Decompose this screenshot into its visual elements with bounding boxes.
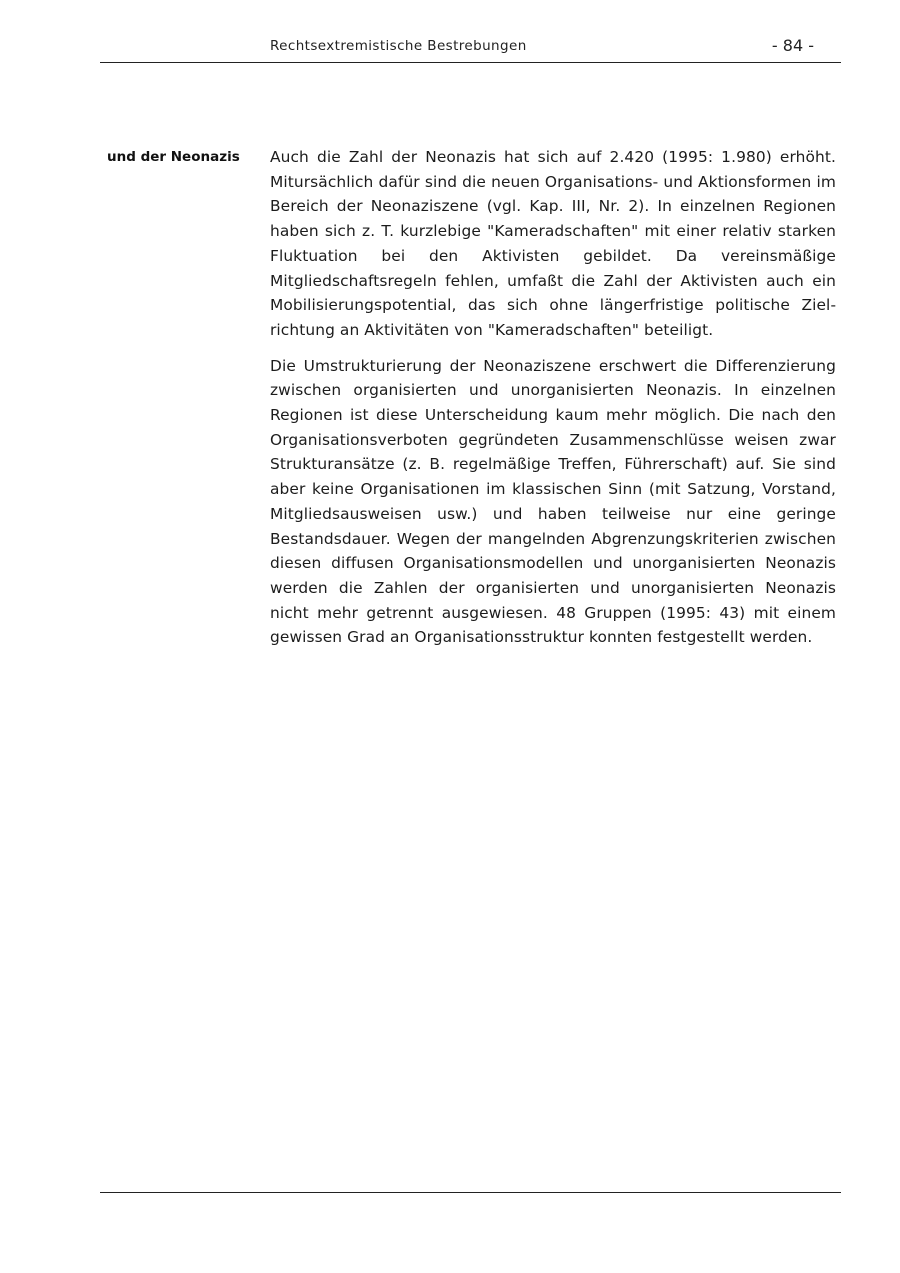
body-text bbox=[270, 145, 836, 661]
page-number: - 84 - bbox=[771, 36, 814, 55]
footer-rule bbox=[100, 1192, 841, 1193]
page-header bbox=[100, 0, 841, 63]
margin-heading: und der Neonazis bbox=[107, 149, 240, 165]
paragraph: Die Umstrukturierung der Neonaziszene erschwert die Differenzierung zwischen organisierten und unorganisierten Neonazis. In einzelnen Regionen ist diese Unterscheidung kaum mehr möglich. Die nach den Organisationsverboten gegründeten Zusammenschlüsse weisen zwar Strukturansätze (z. B. regelmäßige Treffen, Führerschaft) auf. Sie sind aber keine Organisationen im klassischen Sinn (mit Satzung, Vorstand, Mitgliedsausweisen usw.) und haben teilweise nur eine geringe Bestandsdauer. Wegen der mangelnden Abgrenzungskriterien zwischen diesen diffusen Organisationsmodellen und unorganisierten Neonazis werden die Zahlen der organisierten und unorganisierten Neonazis nicht mehr getrennt ausgewiesen. 48 Gruppen (1995: 43) mit einem gewissen Grad an Organisationsstruktur konnten festgestellt werden. bbox=[270, 356, 836, 647]
running-header-title: Rechtsextremistische Bestrebungen bbox=[270, 38, 527, 54]
paragraph: Auch die Zahl der Neonazis hat sich auf 2.420 (1995: 1.980) erhöht. Mitursächlich dafür sind die neuen Organisations- und Aktionsformen im Bereich der Neonaziszene (vgl. Kap. III, Nr. 2). In einzelnen Regionen haben sich z. T. kurzlebige "Kameradschaften" mit einer relativ starken Fluktuation bei den Aktivisten gebildet. Da vereinsmäßige Mitgliedschaftsregeln fehlen, umfaßt die Zahl der Aktivisten auch ein Mobilisierungspotential, das sich ohne längerfristige politische Zielrichtung an Aktivitäten von "Kameradschaften" beteiligt. bbox=[270, 148, 836, 339]
